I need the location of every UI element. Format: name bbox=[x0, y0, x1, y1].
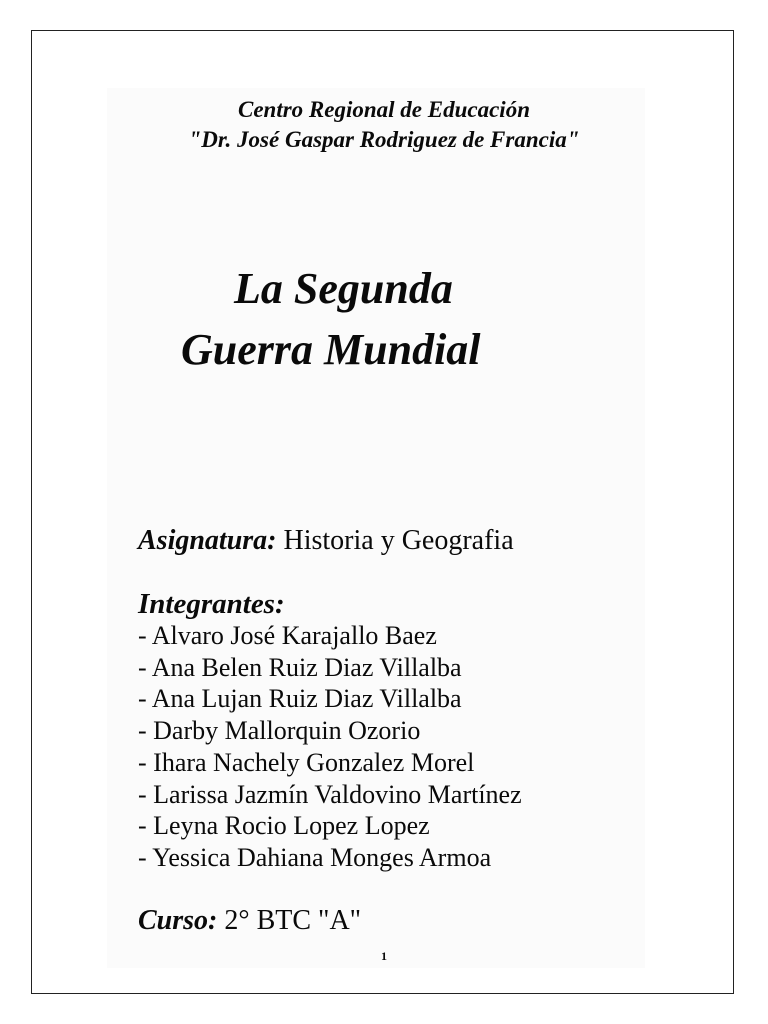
institution-name: Centro Regional de Educación bbox=[238, 97, 530, 122]
institution-subtitle: "Dr. José Gaspar Rodriguez de Francia" bbox=[188, 127, 580, 152]
course-value: 2° BTC "A" bbox=[224, 905, 362, 936]
member-item: - Larissa Jazmín Valdovino Martínez bbox=[138, 779, 522, 809]
member-item: - Ihara Nachely Gonzalez Morel bbox=[138, 747, 475, 777]
member-item: - Darby Mallorquin Ozorio bbox=[138, 716, 421, 746]
subject-value: Historia y Geografia bbox=[283, 525, 514, 556]
member-item: - Leyna Rocio Lopez Lopez bbox=[138, 811, 430, 841]
subject-line bbox=[138, 524, 514, 558]
page-number: 1 bbox=[381, 949, 387, 963]
member-item: - Ana Belen Ruiz Diaz Villalba bbox=[138, 652, 462, 682]
course-label: Curso: bbox=[138, 905, 218, 936]
document-title-line-2: Guerra Mundial bbox=[181, 325, 481, 374]
member-item: - Ana Lujan Ruiz Diaz Villalba bbox=[138, 684, 462, 714]
document-title-line-1: La Segunda bbox=[234, 264, 453, 313]
subject-label: Asignatura: bbox=[138, 525, 277, 556]
members-heading: Integrantes: bbox=[138, 588, 285, 620]
member-item: - Yessica Dahiana Monges Armoa bbox=[138, 842, 492, 872]
course-line bbox=[138, 904, 361, 938]
member-item: - Alvaro José Karajallo Baez bbox=[138, 621, 437, 650]
members-list bbox=[138, 620, 522, 874]
